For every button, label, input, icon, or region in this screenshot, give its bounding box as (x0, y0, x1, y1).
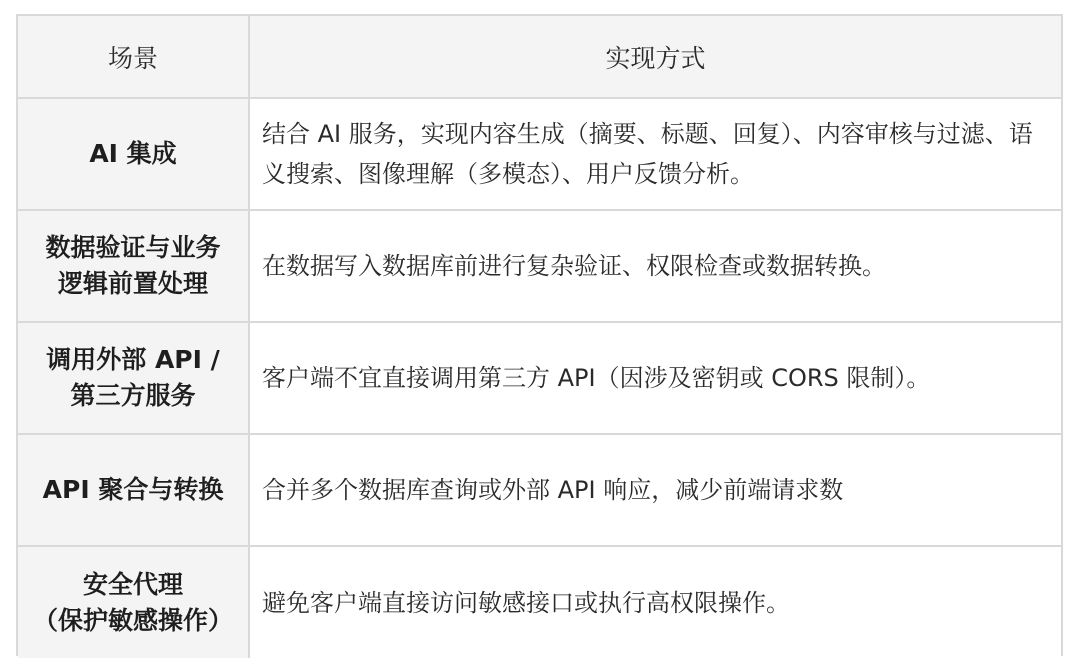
scene-cell (18, 322, 249, 434)
scene-cell (18, 98, 249, 210)
comparison-table (18, 16, 1061, 658)
header-implementation: 实现方式 (249, 16, 1061, 98)
scene-label-line: API 聚合与转换 (42, 475, 224, 504)
table-row (18, 546, 1061, 658)
table-row (18, 98, 1061, 210)
table-row (18, 434, 1061, 546)
implementation-cell: 合并多个数据库查询或外部 API 响应，减少前端请求数 (249, 434, 1061, 546)
scene-cell (18, 210, 249, 322)
implementation-cell: 客户端不宜直接调用第三方 API（因涉及密钥或 CORS 限制）。 (249, 322, 1061, 434)
scene-label-line: 第三方服务 (70, 381, 196, 410)
scene-label-line: 调用外部 API / (46, 345, 220, 374)
implementation-cell: 结合 AI 服务，实现内容生成（摘要、标题、回复）、内容审核与过滤、语义搜索、图像理解（多模态）、用户反馈分析。 (249, 98, 1061, 210)
table-row (18, 210, 1061, 322)
scene-cell (18, 434, 249, 546)
scene-label-line: 逻辑前置处理 (57, 269, 208, 298)
scene-label-line: （保护敏感操作） (32, 605, 233, 635)
implementation-cell: 避免客户端直接访问敏感接口或执行高权限操作。 (249, 546, 1061, 658)
scene-label-line: 数据验证与业务 (45, 233, 221, 262)
table-row (18, 322, 1061, 434)
implementation-cell: 在数据写入数据库前进行复杂验证、权限检查或数据转换。 (249, 210, 1061, 322)
table-header-row (18, 16, 1061, 98)
comparison-table-container (16, 14, 1063, 656)
header-scene: 场景 (18, 16, 249, 98)
scene-cell (18, 546, 249, 658)
scene-label-line: AI 集成 (89, 139, 177, 168)
scene-label-line: 安全代理 (82, 569, 183, 599)
